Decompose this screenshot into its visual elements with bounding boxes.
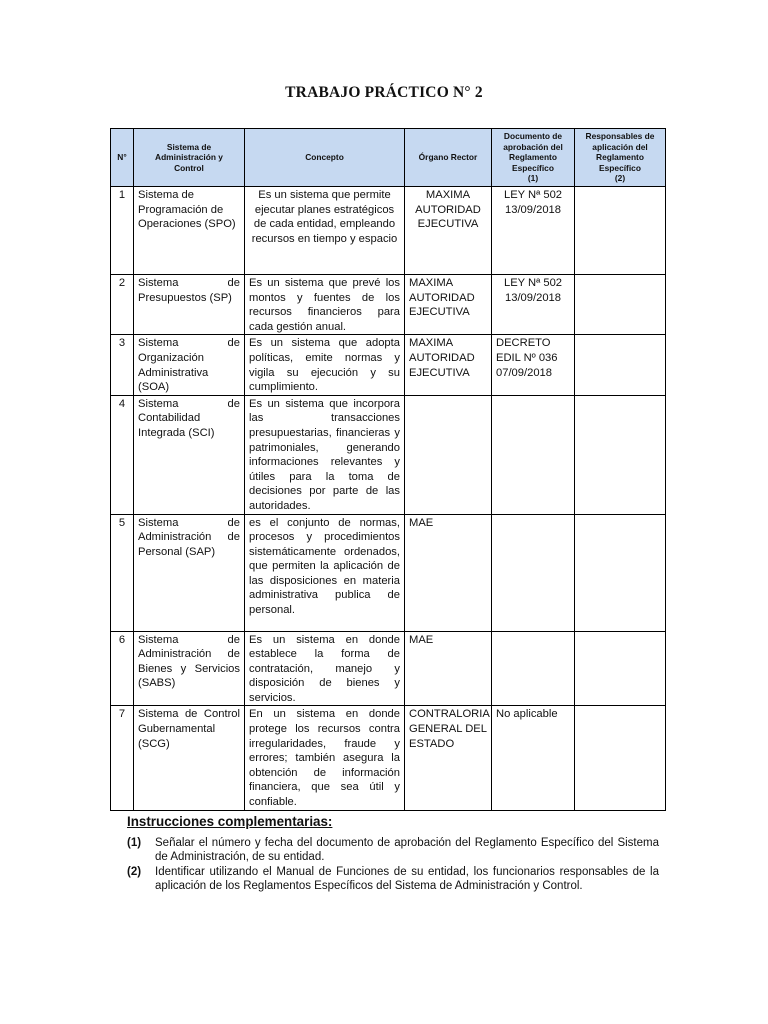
concepto-cell: Es un sistema que permite ejecutar planes estratégicos de cada entidad, empleando recursos en tiempo y espacio — [245, 187, 405, 275]
table-row — [111, 335, 666, 395]
organo-cell: MAXIMA AUTORIDAD EJECUTIVA — [405, 275, 492, 335]
instruction-item — [127, 836, 659, 865]
row-number: 2 — [111, 275, 134, 335]
header-concepto: Concepto — [245, 129, 405, 187]
row-number: 4 — [111, 395, 134, 514]
responsables-cell — [575, 631, 666, 706]
documento-cell: DECRETO EDIL Nº 036 07/09/2018 — [492, 335, 575, 395]
organo-cell — [405, 395, 492, 514]
row-number: 5 — [111, 514, 134, 631]
responsables-cell — [575, 275, 666, 335]
row-number: 6 — [111, 631, 134, 706]
documento-cell — [492, 395, 575, 514]
sistema-cell: Sistema de Organización Administrativa (SOA) — [134, 335, 245, 395]
table-row — [111, 275, 666, 335]
instructions-title: Instrucciones complementarias: — [127, 814, 333, 829]
documento-cell — [492, 514, 575, 631]
responsables-cell — [575, 395, 666, 514]
header-organo: Órgano Rector — [405, 129, 492, 187]
concepto-cell: En un sistema en donde protege los recursos contra irregularidades, fraude y errores; también asegura la obtención de información financiera, que sea útil y confiable. — [245, 706, 405, 810]
row-number: 7 — [111, 706, 134, 810]
responsables-cell — [575, 335, 666, 395]
table-row — [111, 395, 666, 514]
responsables-cell — [575, 514, 666, 631]
organo-cell: MAXIMA AUTORIDAD EJECUTIVA — [405, 335, 492, 395]
sistema-cell: Sistema de Contabilidad Integrada (SCI) — [134, 395, 245, 514]
concepto-cell: Es un sistema que prevé los montos y fuentes de los recursos financieros para cada gestión anual. — [245, 275, 405, 335]
sistema-cell: Sistema de Administración de Bienes y Servicios (SABS) — [134, 631, 245, 706]
table-row — [111, 706, 666, 810]
documento-cell: LEY Nª 502 13/09/2018 — [492, 275, 575, 335]
table-row — [111, 631, 666, 706]
instruction-marker: (2) — [127, 865, 142, 878]
sistema-cell: Sistema de Administración de Personal (SAP) — [134, 514, 245, 631]
header-sistema: Sistema de Administración y Control — [134, 129, 245, 187]
page-title: TRABAJO PRÁCTICO N° 2 — [285, 84, 483, 101]
header-documento: Documento de aprobación del Reglamento Específico (1) — [492, 129, 575, 187]
documento-cell: LEY Nª 502 13/09/2018 — [492, 187, 575, 275]
instruction-item — [127, 865, 659, 894]
instruction-text: Señalar el número y fecha del documento de aprobación del Reglamento Específico del Sistema de Administración, de su entidad. — [155, 837, 659, 864]
concepto-cell: Es un sistema que adopta políticas, emite normas y vigila su ejecución y su cumplimiento. — [245, 335, 405, 395]
header-num: N° — [111, 129, 134, 187]
documento-cell: No aplicable — [492, 706, 575, 810]
sistema-cell: Sistema de Presupuestos (SP) — [134, 275, 245, 335]
sistema-cell: Sistema de Control Gubernamental (SCG) — [134, 706, 245, 810]
concepto-cell: es el conjunto de normas, procesos y procedimientos sistemáticamente ordenados, que permiten la aplicación de las disposiciones en materia administrativa publica de personal. — [245, 514, 405, 631]
instruction-text: Identificar utilizando el Manual de Funciones de su entidad, los funcionarios responsables de la aplicación de los Reglamentos Específicos del Sistema de Administración y Control. — [155, 865, 659, 893]
sistema-cell: Sistema de Programación de Operaciones (SPO) — [134, 187, 245, 275]
documento-cell — [492, 631, 575, 706]
concepto-cell: Es un sistema que incorpora las transacciones presupuestarias, financieras y patrimoniales, generando informaciones relevantes y útiles para la toma de decisiones por parte de las autoridades. — [245, 395, 405, 514]
table-row — [111, 187, 666, 275]
instruction-marker: (1) — [127, 837, 142, 849]
organo-cell: CONTRALORIA GENERAL DEL ESTADO — [405, 706, 492, 810]
table-header-row — [111, 129, 666, 187]
header-responsables: Responsables de aplicación del Reglamento Específico (2) — [575, 129, 666, 187]
table-row — [111, 514, 666, 631]
organo-cell: MAXIMA AUTORIDAD EJECUTIVA — [405, 187, 492, 275]
responsables-cell — [575, 706, 666, 810]
organo-cell: MAE — [405, 631, 492, 706]
instructions-list — [127, 836, 659, 894]
row-number: 1 — [111, 187, 134, 275]
row-number: 3 — [111, 335, 134, 395]
concepto-cell: Es un sistema en donde establece la forma de contratación, manejo y disposición de bienes y servicios. — [245, 631, 405, 706]
organo-cell: MAE — [405, 514, 492, 631]
systems-table — [110, 128, 666, 811]
responsables-cell — [575, 187, 666, 275]
